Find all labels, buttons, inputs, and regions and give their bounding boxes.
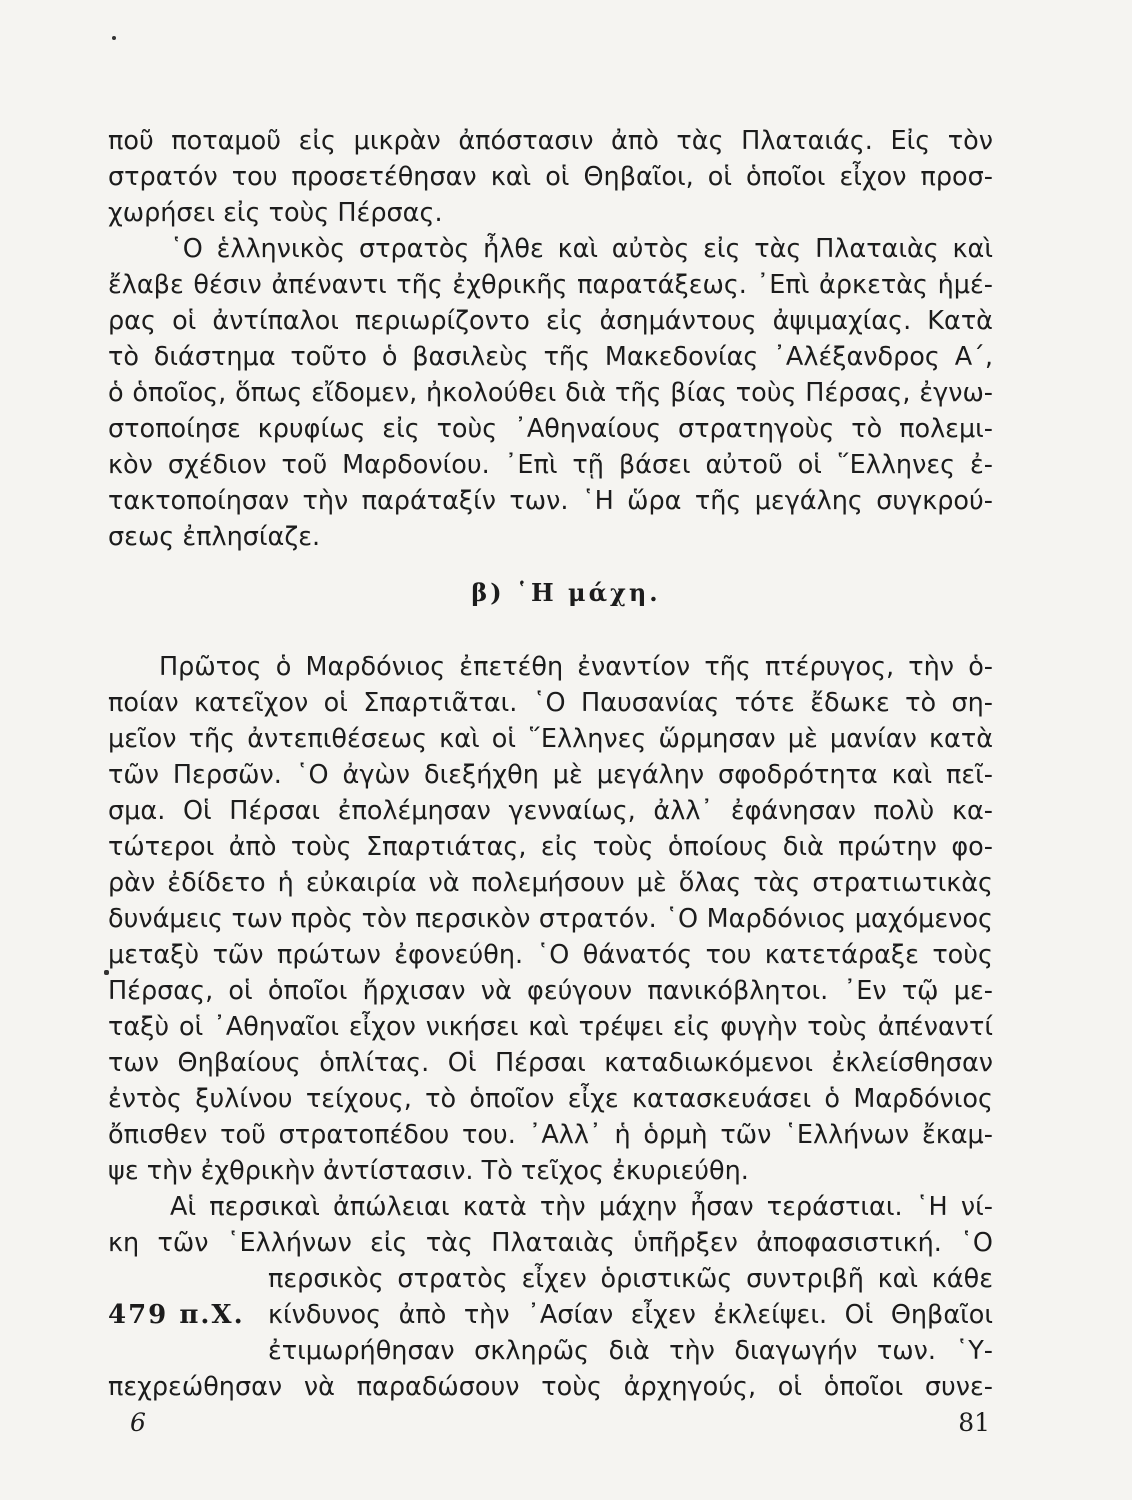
text-line: ποίαν κατεῖχον οἱ Σπαρτιᾶται. ῾Ο Παυσανίας τότε ἔδωκε τὸ ση- — [108, 688, 993, 718]
text-line: στρατόν του προσετέθησαν καὶ οἱ Θηβαῖοι, οἱ ὁποῖοι εἶχον προσ- — [108, 162, 993, 192]
text-line: κὸν σχέδιον τοῦ Μαρδονίου. ᾿Επὶ τῇ βάσει αὐτοῦ οἱ ῞Ελληνες ἐ- — [108, 450, 993, 480]
text-line: ῾Ο ἑλληνικὸς στρατὸς ἦλθε καὶ αὐτὸς εἰς τὰς Πλαταιὰς καὶ — [170, 234, 993, 264]
text-line: τακτοποίησαν τὴν παράταξίν των. ῾Η ὥρα τῆς μεγάλης συγκρού- — [108, 486, 993, 516]
text-line: ὄπισθεν τοῦ στρατοπέδου του. ᾿Αλλ᾿ ἡ ὁρμὴ τῶν ῾Ελλήνων ἔκαμ- — [108, 1120, 993, 1150]
text-line: τὸ διάστημα τοῦτο ὁ βασιλεὺς τῆς Μακεδονίας ᾿Αλέξανδρος Α΄, — [108, 342, 993, 372]
text-line: μεταξὺ τῶν πρώτων ἐφονεύθη. ῾Ο θάνατός του κατετάραξε τοὺς — [108, 940, 993, 970]
text-line: κίνδυνος ἀπὸ τὴν ᾿Ασίαν εἶχεν ἐκλείψει. Οἱ Θηβαῖοι — [268, 1300, 993, 1330]
text-line: ἐτιμωρήθησαν σκληρῶς διὰ τὴν διαγωγήν των. ῾Υ- — [268, 1336, 993, 1366]
text-line: ἐντὸς ξυλίνου τείχους, τὸ ὁποῖον εἶχε κατασκευάσει ὁ Μαρδόνιος — [108, 1084, 993, 1114]
text-line: περσικὸς στρατὸς εἶχεν ὁριστικῶς συντριβῆ καὶ κάθε — [268, 1264, 993, 1294]
text-line: κη τῶν ῾Ελλήνων εἰς τὰς Πλαταιὰς ὑπῆρξεν ἀποφασιστική. ῾Ο — [108, 1228, 993, 1258]
text-line: ταξὺ οἱ ᾿Αθηναῖοι εἶχον νικήσει καὶ τρέψει εἰς φυγὴν τοὺς ἀπέναντί — [108, 1012, 993, 1042]
text-line: ὁ ὁποῖος, ὅπως εἴδομεν, ἠκολούθει διὰ τῆς βίας τοὺς Πέρσας, ἐγνω- — [108, 378, 993, 408]
text-line: Πρῶτος ὁ Μαρδόνιος ἐπετέθη ἐναντίον τῆς πτέρυγος, τὴν ὁ- — [159, 652, 993, 682]
text-line: ἔλαβε θέσιν ἀπέναντι τῆς ἐχθρικῆς παρατάξεως. ᾿Επὶ ἀρκετὰς ἡμέ- — [108, 270, 993, 300]
text-line: ρὰν ἐδίδετο ἡ εὐκαιρία νὰ πολεμήσουν μὲ ὅλας τὰς στρατιωτικὰς — [108, 868, 993, 898]
signature-number: 6 — [130, 1408, 146, 1437]
text-line: δυνάμεις των πρὸς τὸν περσικὸν στρατόν. ῾Ο Μαρδόνιος μαχόμενος — [108, 904, 993, 934]
page-number: 81 — [958, 1408, 990, 1437]
text-line: πεχρεώθησαν νὰ παραδώσουν τοὺς ἀρχηγούς, οἱ ὁποῖοι συνε- — [108, 1372, 993, 1402]
text-line: Αἱ περσικαὶ ἀπώλειαι κατὰ τὴν μάχην ἦσαν τεράστιαι. ῾Η νί- — [170, 1192, 993, 1222]
text-line: ποῦ ποταμοῦ εἰς μικρὰν ἀπόστασιν ἀπὸ τὰς Πλαταιάς. Εἰς τὸν — [108, 126, 993, 156]
text-line: στοποίησε κρυφίως εἰς τοὺς ᾿Αθηναίους στρατηγοὺς τὸ πολεμι- — [108, 414, 993, 444]
text-line: ρας οἱ ἀντίπαλοι περιωρίζοντο εἰς ἀσημάντους ἀψιμαχίας. Κατὰ — [108, 306, 993, 336]
section-heading: β) ῾Η μάχη. — [471, 578, 661, 607]
text-line: τῶν Περσῶν. ῾Ο ἀγὼν διεξήχθη μὲ μεγάλην σφοδρότητα καὶ πεῖ- — [108, 760, 993, 790]
speck — [112, 36, 116, 40]
text-line: μεῖον τῆς ἀντεπιθέσεως καὶ οἱ ῞Ελληνες ὥρμησαν μὲ μανίαν κατὰ — [108, 724, 993, 754]
text-line: ψε τὴν ἐχθρικὴν ἀντίστασιν. Τὸ τεῖχος ἐκυριεύθη. — [108, 1156, 749, 1186]
text-line: Πέρσας, οἱ ὁποῖοι ἤρχισαν νὰ φεύγουν πανικόβλητοι. ᾿Εν τῷ με- — [108, 976, 993, 1006]
speck — [104, 970, 109, 975]
text-line: χωρήσει εἰς τοὺς Πέρσας. — [108, 198, 443, 228]
text-line: τώτεροι ἀπὸ τοὺς Σπαρτιάτας, εἰς τοὺς ὁποίους διὰ πρώτην φο- — [108, 832, 993, 862]
margin-date: 479 π.Χ. — [108, 1300, 245, 1330]
text-line: των Θηβαίους ὁπλίτας. Οἱ Πέρσαι καταδιωκόμενοι ἐκλείσθησαν — [108, 1048, 993, 1078]
text-line: σεως ἐπλησίαζε. — [108, 522, 321, 552]
text-line: σμα. Οἱ Πέρσαι ἐπολέμησαν γενναίως, ἀλλ᾿ ἐφάνησαν πολὺ κα- — [108, 796, 993, 826]
